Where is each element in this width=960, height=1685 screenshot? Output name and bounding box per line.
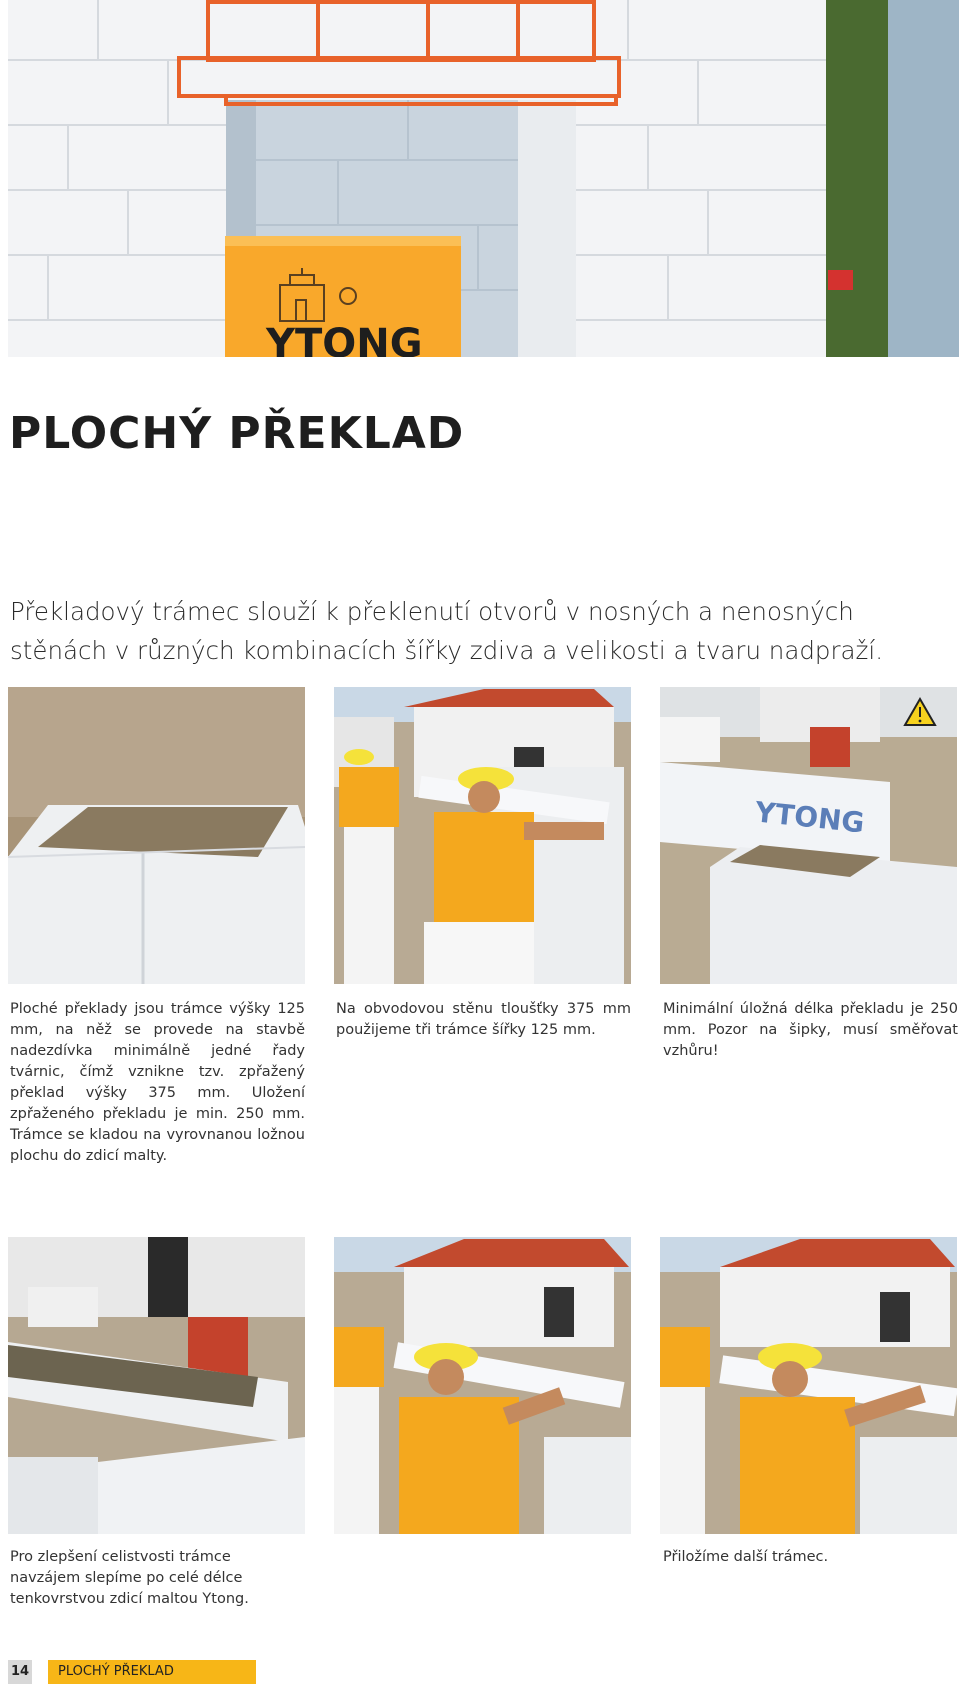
beam-label: YTONG (753, 795, 866, 840)
page-title: PLOCHÝ PŘEKLAD (9, 408, 465, 459)
page-number: 14 (8, 1660, 32, 1684)
caption-3: Minimální úložná délka překladu je 250 mm. Pozor na šipky, musí směřovat vzhůru! (663, 1001, 958, 1059)
photo-5 (334, 1237, 631, 1534)
footer-section-label: PLOCHÝ PŘEKLAD (58, 1664, 174, 1679)
photo-3 (660, 687, 957, 984)
photo-4 (8, 1237, 305, 1534)
intro-text: Překladový trámec slouží k překlenutí otvorů v nosných a nenosných stěnách v různých kombinacích šířky zdiva a velikosti a tvaru nadpraží. (10, 597, 883, 665)
photo-6 (660, 1237, 957, 1534)
caption-4: Pro zlepšení celistvosti trámce navzájem slepíme po celé délce tenkovrstvou zdicí maltou Ytong. (10, 1549, 249, 1607)
hero-photo (8, 0, 959, 357)
hero-illustration (8, 0, 959, 357)
photo-2 (334, 687, 631, 984)
photo-1 (8, 687, 305, 984)
caption-2: Na obvodovou stěnu tloušťky 375 mm použijeme tři trámce šířky 125 mm. (336, 1001, 631, 1038)
hero-brand: YTONG (266, 321, 423, 357)
caption-6: Přiložíme další trámec. (663, 1549, 829, 1565)
caption-1: Ploché překlady jsou trámce výšky 125 mm, na něž se provede na stavbě nadezdívka minimálně jedné řady tvárnic, čímž vznikne tzv. zpřažený překlad výšky 375 mm. Uložení zpřaženého překladu je min. 250 mm. Trámce se kladou na vyrovnanou ložnou plochu do zdicí malty. (10, 1001, 305, 1164)
